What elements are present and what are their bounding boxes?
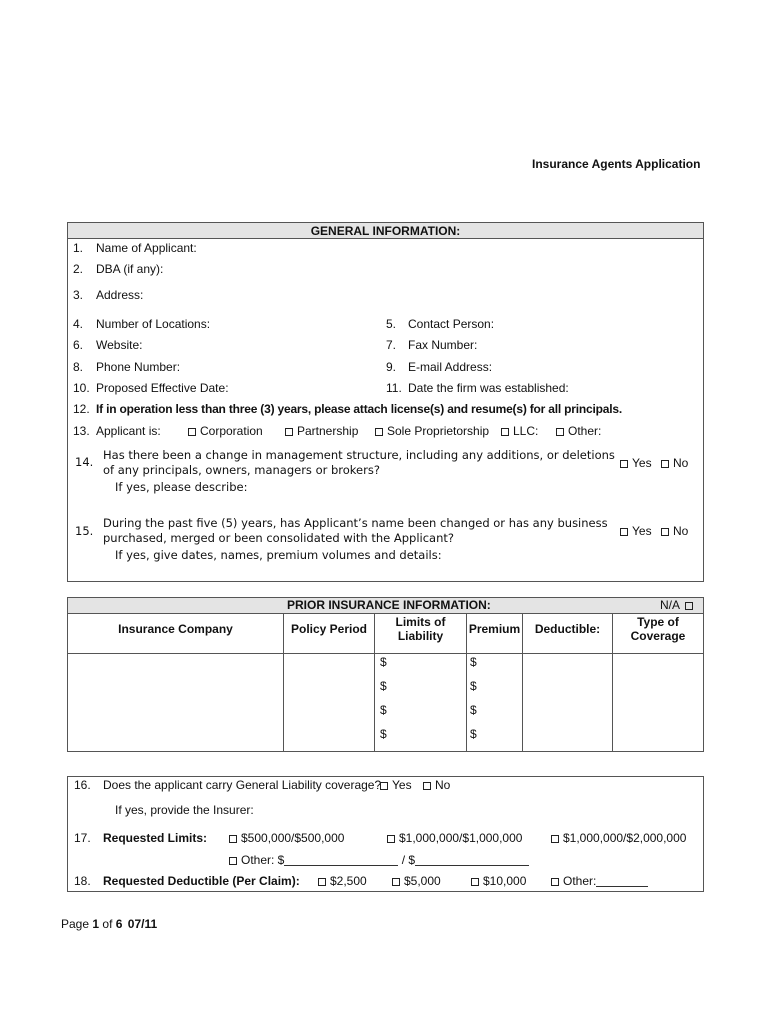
checkbox-icon[interactable] [556,428,564,436]
q16-followup: If yes, provide the Insurer: [115,803,254,817]
q4-label: Number of Locations: [96,317,211,331]
q1-label: Name of Applicant: [96,241,197,255]
q18-option-5000[interactable] [392,874,441,888]
footer-page-current: 1 [92,917,100,931]
general-information-heading: GENERAL INFORMATION: [310,224,461,238]
limits-dollar: $ [380,655,387,669]
q15-followup: If yes, give dates, names, premium volumes and details: [115,548,442,562]
q12-number: 12. [73,402,90,416]
q18-number: 18. [74,874,91,888]
q14-yes[interactable] [620,456,652,470]
q13-label: Applicant is: [96,424,161,438]
col-limits-line1: Limits of [395,615,446,629]
q2-number: 2. [73,262,84,276]
q7-label: Fax Number: [408,338,478,352]
q6-number: 6. [73,338,84,352]
premium-dollar: $ [470,655,477,669]
checkbox-icon[interactable] [661,460,669,468]
premium-dollar: $ [470,679,477,693]
checkbox-icon[interactable] [620,460,628,468]
na-label: N/A [660,598,680,612]
col-premium: Premium [468,622,521,636]
q6-label: Website: [96,338,143,352]
footer-page-word: Page [61,917,90,931]
q13-option-other[interactable] [556,424,601,438]
option-label: Other: [563,874,597,888]
q5-number: 5. [386,317,397,331]
checkbox-icon[interactable] [285,428,293,436]
limits-dollar: $ [380,727,387,741]
col-limits-line2: Liability [397,629,444,643]
checkbox-icon[interactable] [380,782,388,790]
q14-question-line2: of any principals, owners, managers or brokers? [103,463,380,477]
table-header-divider [68,653,703,654]
q15-yes[interactable] [620,524,652,538]
col-deductible: Deductible: [534,622,601,636]
checkbox-icon[interactable] [551,878,559,886]
option-label: $1,000,000/$1,000,000 [399,831,523,845]
checkbox-icon[interactable] [229,857,237,865]
checkbox-icon[interactable] [501,428,509,436]
q8-number: 8. [73,360,84,374]
q14-no[interactable] [661,456,688,470]
checkbox-icon[interactable] [375,428,383,436]
prior-insurance-heading: PRIOR INSURANCE INFORMATION: [287,598,491,612]
q15-no[interactable] [661,524,688,538]
q4-number: 4. [73,317,84,331]
q17-label: Requested Limits: [103,831,208,845]
q16-no[interactable] [423,778,450,792]
checkbox-icon[interactable] [620,528,628,536]
q18-option-other[interactable] [551,874,648,888]
checkbox-icon[interactable] [392,878,400,886]
q8-label: Phone Number: [96,360,181,374]
option-label: Partnership [297,424,359,438]
other-limit-field-1[interactable] [284,854,398,866]
q17-option-500k[interactable] [229,831,344,845]
checkbox-icon[interactable] [551,835,559,843]
option-label: $1,000,000/$2,000,000 [563,831,687,845]
option-label: Sole Proprietorship [387,424,490,438]
q15-question-line2: purchased, merged or been consolidated with the Applicant? [103,531,455,545]
q16-yes[interactable] [380,778,412,792]
no-label: No [673,524,689,538]
premium-dollar: $ [470,727,477,741]
q16-number: 16. [74,778,91,792]
yes-label: Yes [632,524,652,538]
q2-label: DBA (if any): [96,262,164,276]
yes-label: Yes [632,456,652,470]
q12-label: If in operation less than three (3) years, please attach license(s) and resume(s) for all principals. [96,402,622,416]
q13-option-corporation[interactable] [188,424,263,438]
checkbox-icon[interactable] [661,528,669,536]
q18-option-10000[interactable] [471,874,526,888]
col-type-line2: Coverage [630,629,686,643]
q10-label: Proposed Effective Date: [96,381,229,395]
q15-number: 15. [75,524,94,538]
q13-number: 13. [73,424,90,438]
limits-dollar: $ [380,703,387,717]
yes-label: Yes [392,778,412,792]
q7-number: 7. [386,338,397,352]
q18-label: Requested Deductible (Per Claim): [103,874,300,888]
na-option[interactable] [660,598,697,612]
col-insurance-company: Insurance Company [118,622,233,636]
q13-option-llc[interactable] [501,424,538,438]
q18-option-2500[interactable] [318,874,367,888]
option-label: $10,000 [483,874,527,888]
col-type-line1: Type of [637,615,679,629]
checkbox-icon[interactable] [318,878,326,886]
q17-option-1m-2m[interactable] [551,831,686,845]
q11-label: Date the firm was established: [408,381,569,395]
q3-label: Address: [96,288,144,302]
q17-option-1m-1m[interactable] [387,831,522,845]
q9-label: E-mail Address: [408,360,493,374]
option-label: $5,000 [404,874,441,888]
q15-question-line1: During the past five (5) years, has Applicant’s name been changed or has any business [103,516,608,530]
q10-number: 10. [73,381,90,395]
other-deductible-field[interactable] [596,875,648,887]
option-label: Corporation [200,424,263,438]
checkbox-icon[interactable] [387,835,395,843]
q11-number: 11. [386,381,402,395]
option-label: Other: [568,424,602,438]
q17-option-other[interactable] [229,853,529,867]
q16-label: Does the applicant carry General Liability coverage? [103,778,382,792]
checkbox-icon[interactable] [685,602,693,610]
no-label: No [673,456,689,470]
col-policy-period: Policy Period [290,622,368,636]
option-label: Other: $ [241,853,285,867]
q5-label: Contact Person: [408,317,495,331]
checkbox-icon[interactable] [229,835,237,843]
checkbox-icon[interactable] [471,878,479,886]
premium-dollar: $ [470,703,477,717]
q1-number: 1. [73,241,84,255]
document-title: Insurance Agents Application [532,157,701,171]
slash-label: / $ [401,853,416,867]
q14-question-line1: Has there been a change in management structure, including any additions, or deletions [103,448,615,462]
other-limit-field-2[interactable] [415,854,529,866]
limits-dollar: $ [380,679,387,693]
q13-option-sole-proprietorship[interactable] [375,424,489,438]
q14-number: 14. [75,455,94,469]
page-footer [61,917,157,931]
checkbox-icon[interactable] [188,428,196,436]
checkbox-icon[interactable] [423,782,431,790]
q14-followup: If yes, please describe: [115,480,248,494]
option-label: $500,000/$500,000 [241,831,345,845]
q9-number: 9. [386,360,397,374]
footer-page-total: 6 [115,917,123,931]
q17-number: 17. [74,831,91,845]
footer-of-word: of [102,917,113,931]
option-label: LLC: [513,424,539,438]
footer-revision-date: 07/11 [127,917,158,931]
no-label: No [435,778,451,792]
option-label: $2,500 [330,874,367,888]
q13-option-partnership[interactable] [285,424,358,438]
q3-number: 3. [73,288,84,302]
